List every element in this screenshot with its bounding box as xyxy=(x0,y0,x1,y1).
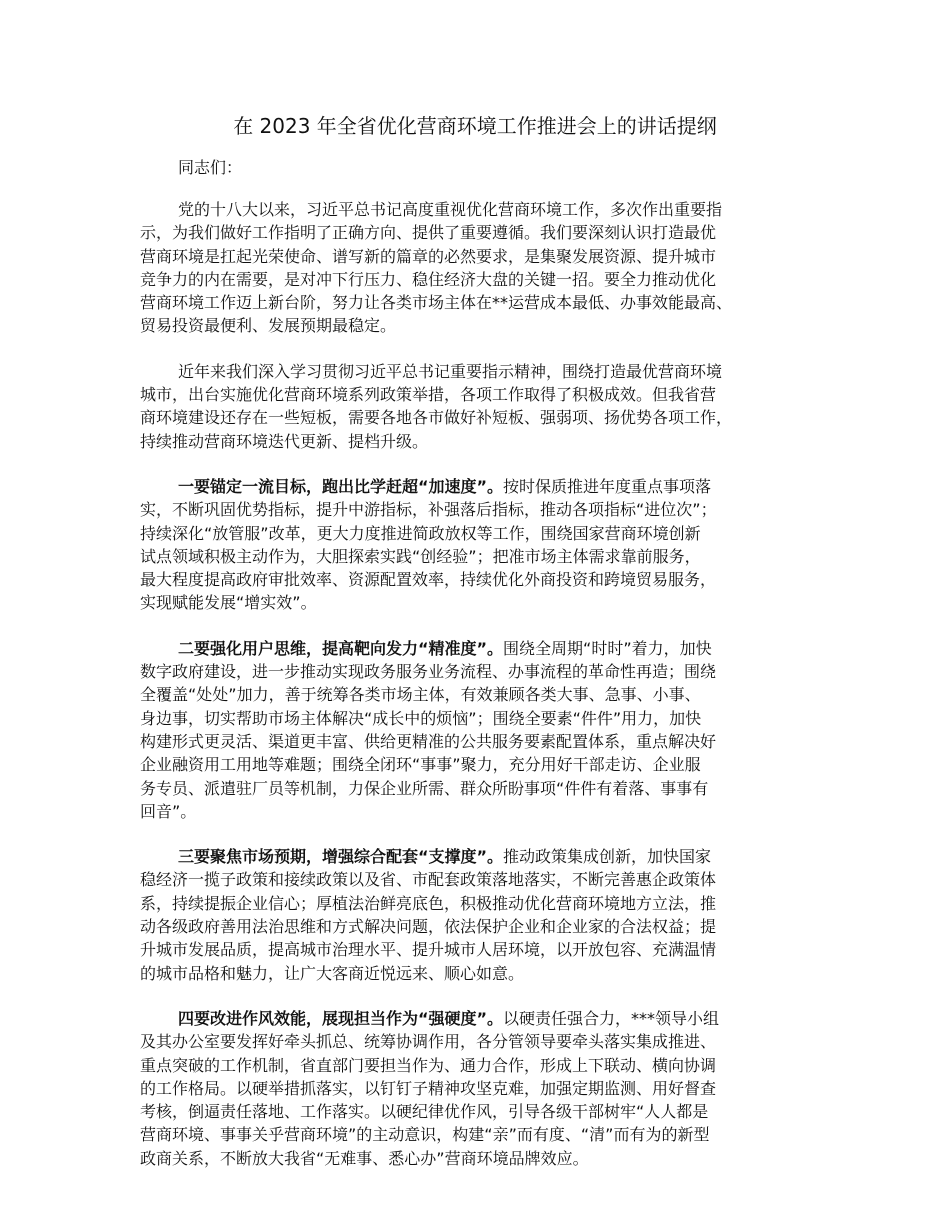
point-heading: 二要强化用户思维，提高靶向发力“精准度”。 xyxy=(178,638,504,658)
point-heading: 一要锚定一流目标，跑出比学赶超“加速度”。 xyxy=(178,476,504,496)
paragraph-first-line xyxy=(140,845,830,868)
paragraph-line: 及其办公室要发挥好牵头抓总、统筹协调作用，各分管领导要牵头落实集成推进、 xyxy=(140,1032,717,1052)
paragraph-line: 的城市品格和魅力，让广大客商近悦远来、顺心如意。 xyxy=(140,963,525,983)
paragraph-line: 商环境建设还存在一些短板，需要各地各市做好补短板、强弱项、扬优势各项工作， xyxy=(140,408,733,428)
paragraph-line: 回音”。 xyxy=(140,801,197,821)
paragraph-point-two xyxy=(140,637,830,823)
paragraph-line: 升城市发展品质，提高城市治理水平、提升城市人居环境，以开放包容、充满温情 xyxy=(140,940,717,960)
paragraph-line: 身边事，切实帮助市场主体解决“成长中的烦恼”；围绕全要素“件件”用力，加快 xyxy=(140,708,702,728)
paragraph-point-one xyxy=(140,475,830,615)
paragraph-point-three xyxy=(140,845,830,985)
paragraph-line: 持续深化“放管服”改革，更大力度推进简政放权等工作，围绕国家营商环境创新 xyxy=(140,523,701,543)
paragraph-context xyxy=(140,360,830,453)
paragraph-line: 政商关系，不断放大我省“无难事、悉心办”营商环境品牌效应。 xyxy=(140,1148,589,1168)
paragraph-intro xyxy=(140,198,830,338)
paragraph-line: 企业融资用工用地等难题；围绕全闭环“事事”聚力，充分用好干部走访、企业服 xyxy=(140,755,701,775)
salutation: 同志们： xyxy=(178,158,243,177)
paragraph-line: 实现赋能发展“增实效”。 xyxy=(140,593,317,613)
paragraph-text: 按时保质推进年度重点事项落 xyxy=(503,476,712,496)
paragraph-line: 稳经济一揽子政策和接续政策以及省、市配套政策落地落实，不断完善惠企政策体 xyxy=(140,870,717,890)
paragraph-line: 务专员、派遣驻厂员等机制，力保企业所需、群众所盼事项“件件有着落、事事有 xyxy=(140,778,709,798)
paragraph-line: 数字政府建设，进一步推动实现政务服务业务流程、办事流程的革命性再造；围绕 xyxy=(140,662,717,682)
paragraph-line: 考核，倒逼责任落地、工作落实。以硬纪律优作风，引导各级干部树牢“人人都是 xyxy=(140,1102,709,1122)
paragraph-line: 示，为我们做好工作指明了正确方向、提供了重要遵循。我们要深刻认识打造最优 xyxy=(140,223,717,243)
paragraph-line: 党的十八大以来，习近平总书记高度重视优化营商环境工作，多次作出重要指 xyxy=(178,200,723,219)
paragraph-line: 全覆盖“处处”加力，善于统筹各类市场主体，有效兼顾各类大事、急事、小事、 xyxy=(140,685,701,705)
paragraph-line: 重点突破的工作机制，省直部门要担当作为、通力合作，形成上下联动、横向协调 xyxy=(140,1055,717,1075)
paragraph-point-four xyxy=(140,1007,830,1170)
paragraph-line: 营商环境是扛起光荣使命、谱写新的篇章的必然要求，是集聚发展资源、提升城市 xyxy=(140,246,717,266)
paragraph-line: 近年来我们深入学习贯彻习近平总书记重要指示精神，围绕打造最优营商环境 xyxy=(178,361,723,381)
paragraph-line: 实，不断巩固优势指标，提升中游指标，补强落后指标，推动各项指标“进位次”； xyxy=(140,500,717,520)
paragraph-line: 试点领域积极主动作为，大胆探索实践“创经验”；把准市场主体需求靠前服务， xyxy=(140,546,701,566)
document-body xyxy=(140,198,830,1192)
paragraph-line: 营商环境工作迈上新台阶，努力让各类市场主体在**运营成本最低、办事效能最高、 xyxy=(140,293,733,313)
paragraph-text: 以硬责任强合力，***领导小组 xyxy=(503,1008,720,1028)
point-heading: 四要改进作风效能，展现担当作为“强硬度”。 xyxy=(178,1008,504,1028)
paragraph-line: 营商环境、事事关乎营商环境”的主动意识，构建“亲”而有度、“清”而有为的新型 xyxy=(140,1125,710,1145)
document-title: 在 2023 年全省优化营商环境工作推进会上的讲话提纲 xyxy=(233,114,717,138)
paragraph-line: 动各级政府善用法治思维和方式解决问题，依法保护企业和企业家的合法权益；提 xyxy=(140,917,717,937)
paragraph-text: 围绕全周期“时时”着力，加快 xyxy=(503,638,712,658)
paragraph-first-line xyxy=(140,637,830,660)
point-heading: 三要聚焦市场预期，增强综合配套“支撑度”。 xyxy=(178,847,504,867)
paragraph-line: 持续推动营商环境迭代更新、提档升级。 xyxy=(140,431,429,451)
paragraph-line: 城市，出台实施优化营商环境系列政策举措，各项工作取得了积极成效。但我省营 xyxy=(140,385,717,405)
paragraph-line: 系，持续提振企业信心；厚植法治鲜亮底色，积极推动优化营商环境地方立法，推 xyxy=(140,893,717,913)
paragraph-first-line xyxy=(140,475,830,498)
paragraph-line: 贸易投资最便利、发展预期最稳定。 xyxy=(140,316,397,336)
paragraph-line: 构建形式更灵活、渠道更丰富、供给更精准的公共服务要素配置体系，重点解决好 xyxy=(140,731,717,751)
paragraph-text: 推动政策集成创新，加快国家 xyxy=(503,847,712,867)
paragraph-line: 最大程度提高政府审批效率、资源配置效率，持续优化外商投资和跨境贸易服务， xyxy=(140,570,717,590)
paragraph-first-line xyxy=(140,1007,830,1030)
paragraph-line: 的工作格局。以硬举措抓落实，以钉钉子精神攻坚克难，加强定期监测、用好督查 xyxy=(140,1078,717,1098)
paragraph-line: 竞争力的内在需要，是对冲下行压力、稳住经济大盘的关键一招。要全力推动优化 xyxy=(140,269,717,289)
